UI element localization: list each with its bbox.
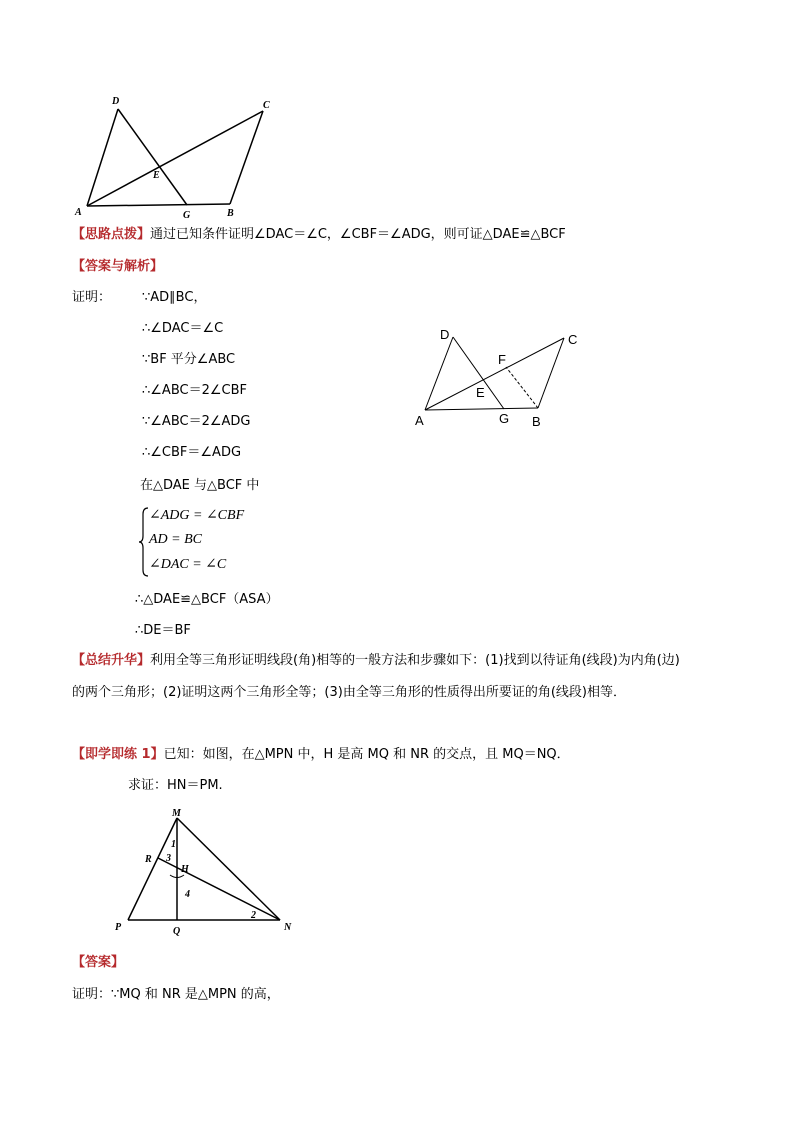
exercise-tag: 【即学即练 1】: [72, 747, 164, 762]
proof-line-2: ∴∠DAC＝∠C: [142, 321, 224, 336]
label-A: A: [75, 207, 82, 218]
hint-tag: 【思路点拨】: [72, 227, 151, 242]
label-2: 2: [251, 910, 256, 921]
system-line-3: ∠DAC = ∠C: [149, 557, 227, 572]
label-G: G: [499, 411, 510, 426]
exercise-text: 已知：如图，在△MPN 中，H 是高 MQ 和 NR 的交点，且 MQ＝NQ．: [163, 747, 570, 762]
label-C: C: [568, 332, 578, 347]
seg-AB: [425, 408, 538, 410]
seg-PM: [128, 818, 177, 920]
proof-line-6: ∴∠CBF＝∠ADG: [142, 445, 242, 460]
system-line-2: AD = BC: [149, 532, 202, 547]
seg-BF-dashed: [506, 367, 538, 408]
seg-CB: [230, 111, 263, 204]
proof-conclusion-2: ∴DE＝BF: [135, 623, 191, 638]
answer-heading: 【答案与解析】: [72, 259, 164, 274]
proof-conclusion-1: ∴△DAE≌△BCF（ASA）: [135, 592, 279, 607]
answer-2-heading: 【答案】: [72, 955, 125, 970]
seg-AC: [425, 338, 564, 410]
hint-line: [72, 226, 566, 244]
label-F: F: [498, 352, 506, 367]
label-Q: Q: [173, 926, 181, 936]
seg-CB: [538, 338, 564, 408]
label-P: P: [115, 922, 122, 933]
label-E: E: [476, 385, 485, 400]
proof-line-3: ∵BF 平分∠ABC: [142, 352, 236, 367]
summary-line-2: 的两个三角形；(2)证明这两个三角形全等；(3)由全等三角形的性质得出所要证的角(线段)相等．: [72, 685, 626, 700]
label-B: B: [227, 208, 234, 219]
label-B: B: [532, 414, 541, 429]
label-D: D: [440, 327, 450, 342]
label-N: N: [284, 922, 292, 933]
label-E: E: [153, 170, 160, 181]
hint-text: 通过已知条件证明∠DAC＝∠C，∠CBF＝∠ADG，则可证△DAE≌△BCF: [150, 227, 566, 242]
seg-AB: [87, 204, 230, 206]
label-A: A: [415, 413, 424, 428]
proof-line-4: ∴∠ABC＝2∠CBF: [142, 383, 247, 398]
label-3: 3: [166, 853, 171, 864]
label-C: C: [263, 100, 270, 111]
label-H: H: [181, 864, 189, 875]
proof-line-1: ∵AD∥BC，: [142, 290, 207, 305]
label-R: R: [145, 854, 152, 865]
figure-3-triangle: [108, 808, 298, 936]
system-line-1: ∠ADG = ∠CBF: [149, 508, 245, 523]
label-1: 1: [171, 839, 176, 850]
seg-MN: [177, 818, 280, 920]
figure-1-quadrilateral: [70, 92, 280, 222]
exercise-prove: 求证：HN＝PM.: [128, 778, 223, 793]
proof-line-5: ∵∠ABC＝2∠ADG: [142, 414, 251, 429]
label-D: D: [112, 96, 120, 107]
summary-tag: 【总结升华】: [72, 653, 151, 668]
figure-2-quadrilateral: [408, 322, 593, 432]
label-4: 4: [185, 889, 190, 900]
label-M: M: [172, 808, 181, 819]
exercise-line: [72, 746, 570, 764]
proof-intro: 证明：: [72, 290, 112, 305]
seg-AD: [425, 337, 453, 410]
summary-line-1: [72, 652, 680, 670]
proof-line-7: 在△DAE 与△BCF 中: [140, 478, 260, 493]
label-G: G: [183, 210, 191, 221]
answer-2-line-1: 证明：∵MQ 和 NR 是△MPN 的高，: [72, 987, 280, 1002]
summary-text-1: 利用全等三角形证明线段(角)相等的一般方法和步骤如下：(1)找到以待证角(线段)为内角(边): [150, 653, 680, 668]
